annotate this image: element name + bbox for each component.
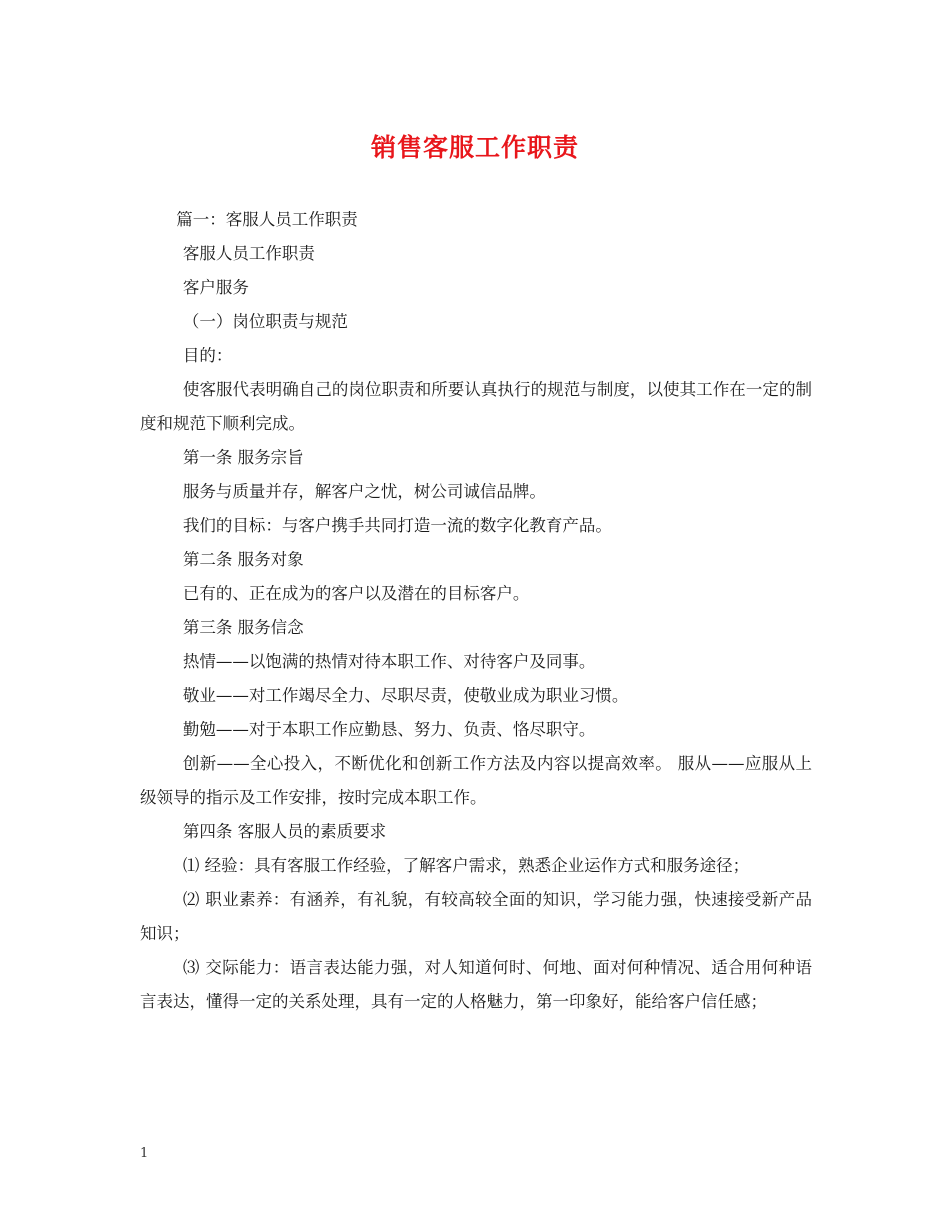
subheading: 客户服务: [182, 278, 249, 297]
subheading: （一）岗位职责与规范: [182, 312, 348, 331]
paragraph: 服务与质量并存，解客户之忧，树公司诚信品牌。: [182, 482, 546, 501]
document-title: 销售客服工作职责: [370, 133, 579, 162]
article-heading: 第四条 客服人员的素质要求: [182, 822, 387, 841]
document-body: [140, 203, 812, 1019]
article-heading: 第三条 服务信念: [182, 618, 304, 637]
paragraph: 创新——全心投入，不断优化和创新工作方法及内容以提高效率。 服从——应服从上级领导的指示及工作安排，按时完成本职工作。: [140, 754, 812, 807]
list-item: ⑶ 交际能力：语言表达能力强，对人知道何时、何地、面对何种情况、适合用何种语言表达，懂得一定的关系处理，具有一定的人格魅力，第一印象好，能给客户信任感；: [140, 958, 812, 1011]
paragraph: 热情——以饱满的热情对待本职工作、对待客户及同事。: [182, 652, 596, 671]
list-item: ⑴ 经验：具有客服工作经验，了解客户需求，熟悉企业运作方式和服务途径；: [182, 856, 750, 875]
list-item: ⑵ 职业素养：有涵养，有礼貌，有较高较全面的知识，学习能力强，快速接受新产品知识；: [140, 890, 812, 943]
paragraph: 目的：: [182, 346, 233, 365]
section-heading: 篇一：客服人员工作职责: [176, 210, 358, 229]
article-heading: 第二条 服务对象: [182, 550, 304, 569]
paragraph: 已有的、正在成为的客户以及潜在的目标客户。: [182, 584, 530, 603]
page-number: 1: [140, 1146, 149, 1161]
paragraph: 敬业——对工作竭尽全力、尽职尽责，使敬业成为职业习惯。: [182, 686, 629, 705]
paragraph: 使客服代表明确自己的岗位职责和所要认真执行的规范与制度，以使其工作在一定的制度和规范下顺利完成。: [140, 380, 812, 433]
paragraph: 我们的目标：与客户携手共同打造一流的数字化教育产品。: [182, 516, 612, 535]
paragraph: 勤勉——对于本职工作应勤恳、努力、负责、恪尽职守。: [182, 720, 596, 739]
subheading: 客服人员工作职责: [182, 244, 315, 263]
article-heading: 第一条 服务宗旨: [182, 448, 304, 467]
